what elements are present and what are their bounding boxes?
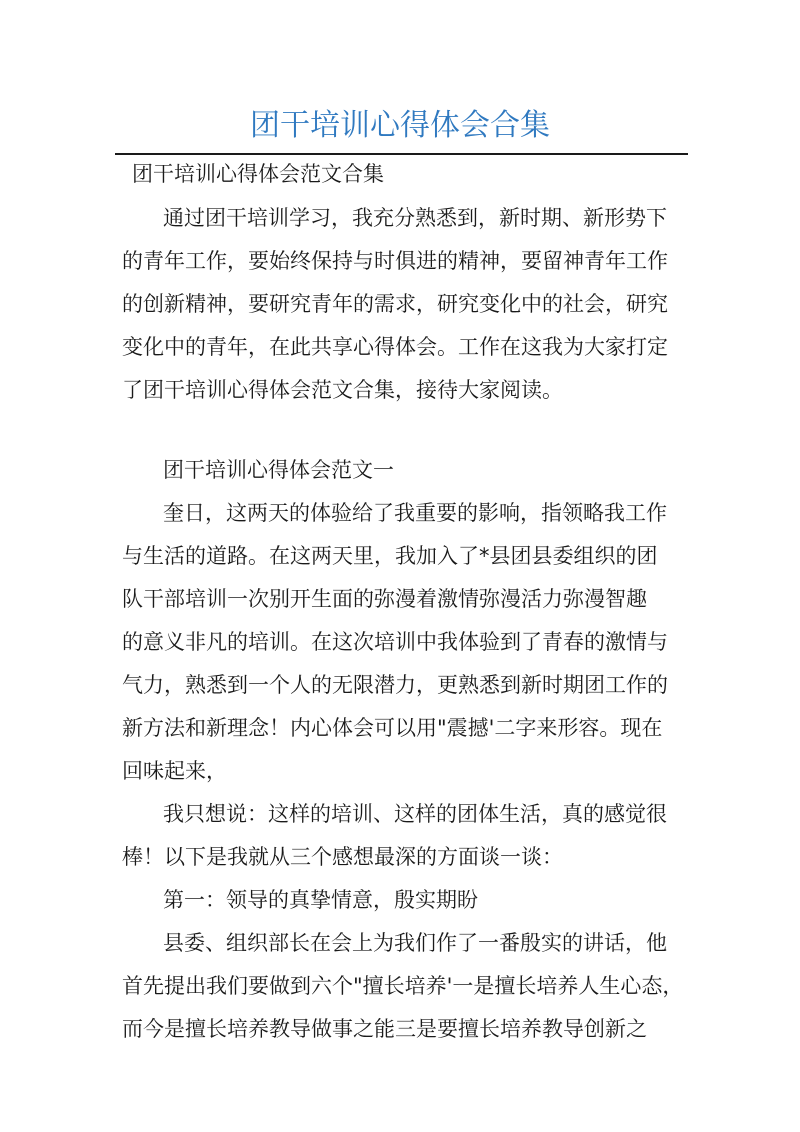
text-line-content: 县委、组织部长在会上为我们作了一番殷实的讲话，他: [163, 931, 667, 955]
text-line-content: 队干部培训一次别开生面的弥漫着激情弥漫活力弥漫智趣: [122, 587, 647, 611]
text-line: [0, 618, 800, 666]
document-title: 团干培训心得体会合集: [250, 108, 550, 143]
text-line-content: 棒！以下是我就从三个感想最深的方面谈一谈：: [122, 845, 563, 869]
text-line: [0, 575, 800, 623]
text-line-content: 的青年工作，要始终保持与时俱进的精神，要留神青年工作: [122, 249, 668, 273]
text-line-content: 变化中的青年，在此共享心得体会。工作在这我为大家打定: [122, 335, 668, 359]
section-heading: [0, 446, 800, 494]
text-line: [0, 704, 800, 752]
text-line: [0, 150, 800, 198]
text-line: [0, 833, 800, 881]
text-line-content: 第一：领导的真挚情意，殷实期盼: [163, 888, 478, 912]
text-line-content: 奎日，这两天的体验给了我重要的影响，指领略我工作: [163, 501, 667, 525]
text-line: [0, 323, 800, 371]
text-line-content: 了团干培训心得体会范文合集，接待大家阅读。: [122, 378, 563, 402]
text-line: [0, 366, 800, 414]
text-line: [0, 237, 800, 285]
text-line-content: 气力，熟悉到一个人的无限潜力，更熟悉到新时期团工作的: [122, 673, 668, 697]
text-line-content: 团干培训心得体会范文一: [163, 458, 394, 482]
text-line: [0, 489, 800, 537]
section-heading: [0, 876, 800, 924]
text-line: [0, 790, 800, 838]
text-line-content: 新方法和新理念！内心体会可以用"震撼'二字来形容。现在: [122, 716, 663, 740]
text-line-content: 我只想说：这样的培训、这样的团体生活，真的感觉很: [163, 802, 667, 826]
text-line: [0, 280, 800, 328]
text-line-content: 的意义非凡的培训。在这次培训中我体验到了青春的激情与: [122, 630, 668, 654]
text-line: [0, 747, 800, 795]
text-line-content: 回味起来，: [122, 759, 227, 783]
text-line: [0, 1005, 800, 1053]
text-line-content: 通过团干培训学习，我充分熟悉到，新时期、新形势下: [163, 206, 667, 230]
text-line: [0, 194, 800, 242]
text-line-content: 而今是擅长培养教导做事之能三是要擅长培养教导创新之: [122, 1017, 647, 1041]
text-line-content: 首先提出我们要做到六个"擅长培养'一是擅长培养人生心态，: [122, 974, 684, 998]
text-line-content: 与生活的道路。在这两天里，我加入了*县团县委组织的团: [122, 544, 658, 568]
text-line: [0, 532, 800, 580]
text-line: [0, 919, 800, 967]
text-line: [0, 661, 800, 709]
text-line-content: 团干培训心得体会范文合集: [132, 162, 384, 186]
text-line-content: 的创新精神，要研究青年的需求，研究变化中的社会，研究: [122, 292, 668, 316]
text-line: [0, 962, 800, 1010]
